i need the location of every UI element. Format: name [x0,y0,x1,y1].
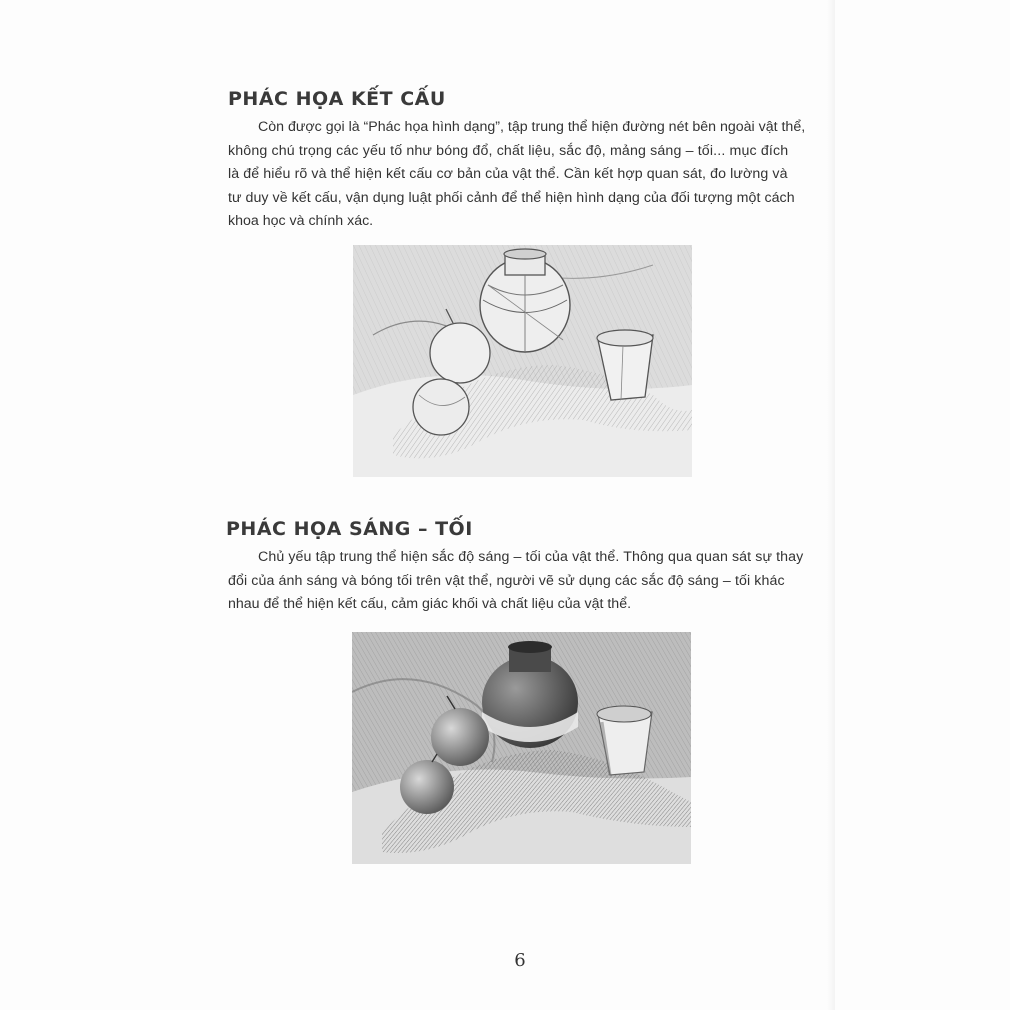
still-life-tonal-sketch-icon [352,632,691,864]
tonal-sketch-image [352,632,691,864]
paragraph-line: khoa học và chính xác. [228,213,374,229]
section-heading-structure: PHÁC HỌA KẾT CẤU [228,88,446,110]
section-heading-light-dark: PHÁC HỌA SÁNG – TỐI [226,518,473,540]
paragraph-line: không chú trọng các yếu tố như bóng đổ, chất liệu, sắc độ, mảng sáng – tối... mục đích [228,142,789,159]
paragraph-line: Còn được gọi là “Phác họa hình dạng”, tập trung thể hiện đường nét bên ngoài vật thể, [258,119,806,135]
section-paragraph-light-dark [228,546,820,617]
paragraph-line: đổi của ánh sáng và bóng tối trên vật thể, người vẽ sử dụng các sắc độ sáng – tối khác [228,572,785,589]
paragraph-line: Chủ yếu tập trung thể hiện sắc độ sáng – tối của vật thể. Thông qua quan sát sự thay [258,549,804,565]
paragraph-line: nhau để thể hiện kết cấu, cảm giác khối và chất liệu của vật thể. [228,596,632,612]
paragraph-line: là để hiểu rõ và thể hiện kết cấu cơ bản của vật thể. Cần kết hợp quan sát, đo lường và [228,166,788,182]
section-paragraph-structure [228,116,820,234]
still-life-line-sketch-icon [353,245,692,477]
page-edge-shadow [827,0,835,1010]
paragraph-line: tư duy về kết cấu, vận dụng luật phối cảnh để thể hiện hình dạng của đối tượng một cách [228,189,795,206]
structure-sketch-image [353,245,692,477]
page-number: 6 [514,950,526,971]
